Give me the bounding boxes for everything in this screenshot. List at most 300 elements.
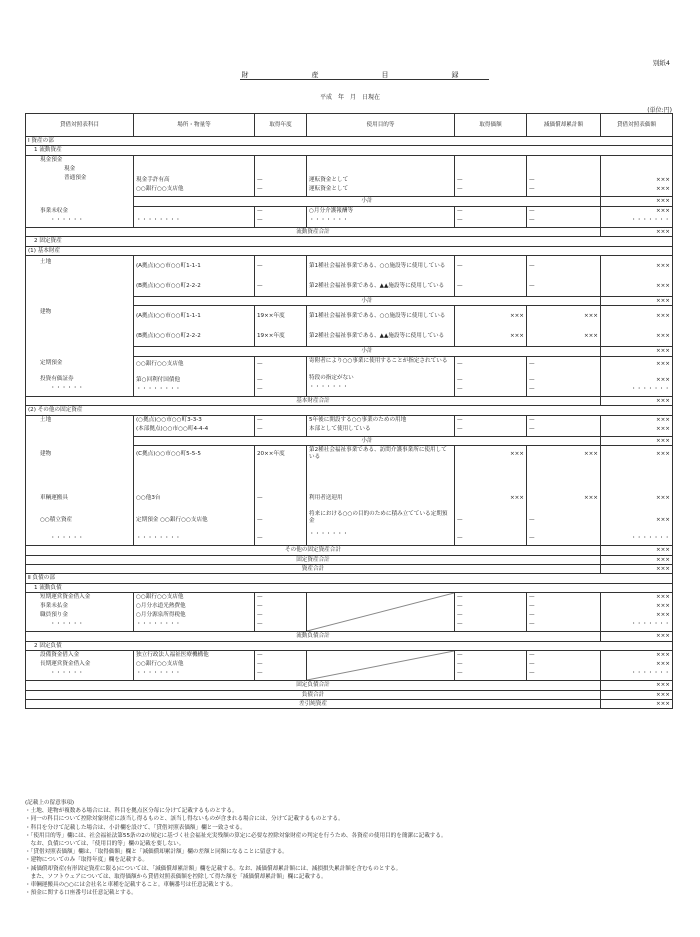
book-text: ××× <box>655 495 670 502</box>
subtotal-label: 小計 <box>134 436 601 445</box>
cost-cell <box>455 593 527 632</box>
year-text: — <box>257 216 263 223</box>
account-label: 職員預り金 <box>40 612 68 619</box>
total-row <box>26 227 673 236</box>
place-text: 現金手許有高 <box>136 177 170 184</box>
total-label: 固定負債合計 <box>26 681 601 690</box>
purpose-cell <box>307 415 455 436</box>
purpose-text: 寄附者により○○事業に使用することが指定されている <box>309 357 448 364</box>
year-text: — <box>257 621 263 628</box>
purpose-text: ・・・・・・・ <box>309 383 349 390</box>
place-cell <box>134 155 255 197</box>
year-text: — <box>257 603 263 610</box>
note-item: ・預金に関する口座番号は任意記載とする。 <box>25 890 137 897</box>
total-row <box>26 564 673 573</box>
account-label: 建物 <box>40 450 52 457</box>
dep-text: — <box>529 376 535 383</box>
book-text: ××× <box>601 276 673 297</box>
place-cell <box>134 446 255 546</box>
net-assets-value: ××× <box>601 699 673 708</box>
purpose-text: 運転資金として <box>309 186 349 193</box>
book-value-cell <box>601 415 673 436</box>
place-text: 独立行政法人福祉医療機構他 <box>136 652 209 659</box>
col-header-account: 貸借対照表科目 <box>26 114 134 137</box>
cost-text: — <box>457 535 463 542</box>
col-header-book-value: 貸借対照表価額 <box>601 114 673 137</box>
book-value-cell <box>601 155 673 197</box>
place-text: (A拠点)○○市○○町1-1-1 <box>134 306 255 327</box>
diagonal-strike-line <box>307 651 454 680</box>
note-item: ・科目を分けて記載した場合は、小計欄を設けて、「貸借対照表価額」欄と一致させる。 <box>25 824 246 831</box>
table-header-row <box>26 114 673 137</box>
col-header-cost: 取得価額 <box>455 114 527 137</box>
place-cell <box>134 651 255 681</box>
purpose-text: 第2種社会福祉事業である、▲▲施設等に使用している <box>307 276 455 297</box>
year-text: — <box>257 376 263 383</box>
account-label: ・・・・・・ <box>50 621 84 628</box>
year-text: — <box>257 652 263 659</box>
place-text: ○月分源泉所得税他 <box>136 612 186 619</box>
diagonal-strike-line <box>307 593 454 631</box>
account-label: 投資有価証券 <box>40 376 74 383</box>
section-assets: Ⅰ 資産の部 <box>26 137 673 146</box>
dep-text: — <box>529 661 535 668</box>
depreciation-cell <box>527 593 601 632</box>
year-text: — <box>257 360 263 367</box>
account-cell <box>26 446 134 546</box>
purpose-text: 利用者送迎用 <box>309 495 343 502</box>
table-row <box>26 415 673 436</box>
unit-label: (単位:円) <box>647 107 672 114</box>
account-label: ・・・・・・ <box>50 216 84 223</box>
total-row <box>26 555 673 564</box>
place-text: ○○銀行○○支店他 <box>136 594 184 601</box>
book-text: ××× <box>601 306 673 327</box>
account-label: 事業未収金 <box>40 207 68 214</box>
year-cell <box>255 206 307 227</box>
table-row <box>26 256 673 277</box>
subtotal-value: ××× <box>601 197 673 206</box>
heading-fixed-liabilities: 2 固定負債 <box>26 641 673 650</box>
dep-text: ××× <box>583 495 598 502</box>
purpose-text: 第2種社会福祉事業である、▲▲施設等に使用している <box>307 326 455 347</box>
purpose-cell <box>307 356 455 396</box>
book-text: ××× <box>655 451 670 458</box>
purpose-text: 5年後に開設する○○事業のための用地 <box>309 416 407 423</box>
book-text: ××× <box>655 425 670 432</box>
account-label: 短期運営資金借入金 <box>40 594 91 601</box>
table-row <box>26 206 673 227</box>
year-cell <box>255 415 307 436</box>
purpose-cell-not-applicable <box>307 651 455 681</box>
account-cell-empty <box>26 197 134 206</box>
subtotal-value: ××× <box>601 436 673 445</box>
year-cell <box>255 155 307 197</box>
year-cell <box>255 593 307 632</box>
account-label: ・・・・・・ <box>50 385 84 392</box>
total-value: ××× <box>601 555 673 564</box>
subtotal-row <box>26 197 673 206</box>
subtotal-label: 小計 <box>134 297 601 306</box>
year-text: — <box>257 612 263 619</box>
total-value: ××× <box>601 546 673 555</box>
heading-current-liabilities: 1 流動負債 <box>26 583 673 592</box>
total-value: ××× <box>601 564 673 573</box>
cost-text: — <box>457 603 463 610</box>
cost-cell <box>455 415 527 436</box>
book-text: ××× <box>655 652 670 659</box>
book-text: ××× <box>655 207 670 214</box>
note-item: ・「使用目的等」欄には、社会福祉法第55条の2の規定に基づく社会福祉充実残額の算定に必要な控除対象財産の判定を行うため、各資産の使用目的を簡潔に記載する。 <box>25 832 447 839</box>
place-cell <box>134 206 255 227</box>
place-text: (C拠点)○○市○○町5-5-5 <box>136 451 201 458</box>
col-header-depreciation: 減価償却累計額 <box>527 114 601 137</box>
cost-cell <box>455 155 527 197</box>
purpose-text: ・・・・・・・ <box>309 531 349 538</box>
account-cell-empty <box>26 297 134 306</box>
subtotal-label: 小計 <box>134 347 601 356</box>
place-text: (B拠点)○○市○○町2-2-2 <box>134 276 255 297</box>
place-text: ○○銀行○○支店他 <box>136 186 184 193</box>
total-value: ××× <box>601 396 673 405</box>
dep-text: — <box>529 594 535 601</box>
dep-text: — <box>529 216 535 223</box>
cost-cell <box>455 206 527 227</box>
place-text: (○拠点)○○市○○町3-3-3 <box>136 416 202 423</box>
dep-text: — <box>529 652 535 659</box>
year-text: — <box>257 535 263 542</box>
place-text: (A拠点)○○市○○町1-1-1 <box>134 256 255 277</box>
purpose-cell <box>307 446 455 546</box>
account-label: 普通預金 <box>64 174 87 181</box>
year-text: 19××年度 <box>255 306 307 327</box>
account-label: 現金 <box>64 165 76 172</box>
purpose-text: 将来における○○の目的のために積み立てている定期預金 <box>309 511 448 524</box>
dep-text: ××× <box>527 326 601 347</box>
place-text: 第○回利付国債他 <box>136 376 181 383</box>
section-row <box>26 583 673 592</box>
account-label: 定期預金 <box>40 360 63 367</box>
total-label: 基本財産合計 <box>26 396 601 405</box>
total-label: 流動資産合計 <box>26 227 601 236</box>
year-text: — <box>257 517 263 524</box>
section-row <box>26 406 673 415</box>
dep-text: — <box>527 256 601 277</box>
heading-fixed-assets: 2 固定資産 <box>26 237 673 246</box>
depreciation-cell <box>527 206 601 227</box>
note-item: ・「貸借対照表価額」欄は、「取得価額」欄と「減価償却累計額」欄の差額と同額になることに留意する。 <box>25 849 288 856</box>
dep-text: — <box>529 385 535 392</box>
cost-text: — <box>455 276 527 297</box>
purpose-text: 運転資金として <box>309 177 349 184</box>
cost-cell <box>455 446 527 546</box>
total-label: 負債合計 <box>26 690 601 699</box>
depreciation-cell <box>527 446 601 546</box>
purpose-text: 特段の指定がない <box>309 374 354 381</box>
cost-text: ××× <box>509 451 524 458</box>
account-label: ・・・・・・ <box>50 534 84 541</box>
account-label: 建物 <box>26 306 134 347</box>
note-item: ・同一の科目について控除対象財産に該当し得るものと、該当し得ないものが含まれる場合には、分けて記載するものとする。 <box>25 816 344 823</box>
year-text: — <box>257 425 263 432</box>
dep-text: — <box>529 517 535 524</box>
dep-text: — <box>529 621 535 628</box>
cost-text: — <box>457 612 463 619</box>
note-item: ・建物についてのみ「取得年度」欄を記載する。 <box>25 857 148 864</box>
purpose-text: 第2種社会福祉事業である、訪問介護事業所に使用している <box>309 447 447 460</box>
section-row <box>26 146 673 155</box>
cost-cell <box>455 651 527 681</box>
table-row <box>26 446 673 546</box>
notes-heading: (記載上の留意事項) <box>25 800 75 806</box>
book-value-cell <box>601 446 673 546</box>
subtotal-row <box>26 347 673 356</box>
book-text: ・・・・・・・ <box>630 670 670 677</box>
cost-text: — <box>457 594 463 601</box>
book-text: ××× <box>655 376 670 383</box>
year-text: — <box>255 276 307 297</box>
place-text: ・・・・・・・・ <box>136 535 181 542</box>
account-cell-empty <box>26 436 134 445</box>
cost-text: ××× <box>509 495 524 502</box>
account-cell-empty <box>26 347 134 356</box>
total-label: 資産合計 <box>26 564 601 573</box>
dep-text: — <box>529 425 535 432</box>
year-text: — <box>257 594 263 601</box>
cost-cell <box>455 356 527 396</box>
place-text: ○月分水道光熱費他 <box>136 603 186 610</box>
place-text: ・・・・・・・・ <box>136 385 181 392</box>
as-of-date: 平成 年 月 日現在 <box>319 94 380 101</box>
net-assets-label: 差引純資産 <box>26 699 601 708</box>
total-value: ××× <box>601 227 673 236</box>
heading-other-fixed-assets: (2) その他の固定資産 <box>26 406 673 415</box>
place-text: (本部拠点)○○市○○町4-4-4 <box>136 425 209 432</box>
year-text: — <box>257 495 263 502</box>
account-label: ○○積立資産 <box>40 516 73 523</box>
book-text: ××× <box>655 661 670 668</box>
place-text: ○○銀行○○支店他 <box>136 661 184 668</box>
book-text: ・・・・・・・ <box>630 385 670 392</box>
year-cell <box>255 651 307 681</box>
total-label: 流動負債合計 <box>26 632 601 641</box>
section-row <box>26 137 673 146</box>
total-value: ××× <box>601 690 673 699</box>
document-title <box>0 70 700 80</box>
dep-text: ××× <box>583 451 598 458</box>
account-label: 土地 <box>26 256 134 297</box>
year-text: — <box>257 670 263 677</box>
account-cell <box>26 206 134 227</box>
dep-text: ××× <box>527 306 601 327</box>
year-text: — <box>257 207 263 214</box>
year-text: — <box>257 385 263 392</box>
total-row <box>26 681 673 690</box>
place-text: ○○銀行○○支店他 <box>136 360 184 367</box>
year-text: 20××年度 <box>257 451 285 458</box>
cost-text: — <box>457 207 463 214</box>
year-text: — <box>257 661 263 668</box>
total-row <box>26 546 673 555</box>
cost-text: — <box>457 385 463 392</box>
dep-text: — <box>529 360 535 367</box>
cost-text: — <box>457 661 463 668</box>
table-row <box>26 155 673 197</box>
place-cell <box>134 593 255 632</box>
place-text: ・・・・・・・・ <box>136 670 181 677</box>
year-text: — <box>257 177 263 184</box>
col-header-purpose: 使用目的等 <box>307 114 455 137</box>
purpose-text: ・・・・・・・ <box>309 216 349 223</box>
purpose-cell-not-applicable <box>307 593 455 632</box>
cash-group-label: 現金預金 <box>40 156 63 163</box>
dep-text: — <box>529 186 535 193</box>
book-text: ××× <box>655 594 670 601</box>
book-value-cell <box>601 206 673 227</box>
account-cell <box>26 155 134 197</box>
heading-current-assets: 1 流動資産 <box>26 146 673 155</box>
dep-text: — <box>529 416 535 423</box>
account-label: 土地 <box>26 415 134 436</box>
place-text <box>136 208 252 217</box>
dep-text: — <box>529 612 535 619</box>
col-header-year: 取得年度 <box>255 114 307 137</box>
dep-text: — <box>529 535 535 542</box>
property-inventory-table <box>25 113 673 709</box>
place-text: ○○他3台 <box>136 495 161 502</box>
purpose-text: 第1種社会福祉事業である、○○施設等に使用している <box>307 306 455 327</box>
book-value-cell <box>601 356 673 396</box>
year-cell <box>255 356 307 396</box>
table-row <box>26 306 673 327</box>
year-text: — <box>257 186 263 193</box>
cost-text: — <box>457 376 463 383</box>
table-row <box>26 651 673 681</box>
title-text: 財 産 目 録 <box>241 71 487 79</box>
cost-text: — <box>457 621 463 628</box>
book-text: ××× <box>601 256 673 277</box>
book-text: ・・・・・・・ <box>630 535 670 542</box>
account-label: ・・・・・・ <box>50 670 84 677</box>
book-text: ××× <box>601 326 673 347</box>
table-row <box>26 593 673 632</box>
purpose-cell <box>307 155 455 197</box>
cost-text: — <box>457 416 463 423</box>
year-text: — <box>255 256 307 277</box>
book-text: ××× <box>655 517 670 524</box>
total-row <box>26 690 673 699</box>
cost-text: — <box>457 177 463 184</box>
purpose-text: 本部として使用している <box>309 425 371 432</box>
dep-text: — <box>527 276 601 297</box>
cost-text: — <box>455 256 527 277</box>
total-row <box>26 632 673 641</box>
dep-text: — <box>529 670 535 677</box>
book-text: ××× <box>655 360 670 367</box>
year-text: — <box>257 416 263 423</box>
notes-section <box>25 799 675 897</box>
account-label: 事業未払金 <box>40 603 68 610</box>
place-cell <box>134 356 255 396</box>
place-text: ・・・・・・・・ <box>136 621 181 628</box>
book-text: ××× <box>655 177 670 184</box>
account-label: 車輌運搬具 <box>40 494 68 501</box>
place-text: ・・・・・・・・ <box>136 216 181 223</box>
place-cell <box>134 415 255 436</box>
purpose-cell <box>307 206 455 227</box>
year-cell <box>255 446 307 546</box>
cost-text: — <box>457 517 463 524</box>
section-row <box>26 641 673 650</box>
book-text: ××× <box>655 416 670 423</box>
heading-basic-property: (1) 基本財産 <box>26 246 673 255</box>
total-value: ××× <box>601 632 673 641</box>
cost-text: — <box>457 652 463 659</box>
book-text: ××× <box>655 186 670 193</box>
subtotal-value: ××× <box>601 347 673 356</box>
depreciation-cell <box>527 651 601 681</box>
book-text: ××× <box>655 612 670 619</box>
cost-text: — <box>457 360 463 367</box>
depreciation-cell <box>527 155 601 197</box>
section-row <box>26 237 673 246</box>
subtotal-row <box>26 436 673 445</box>
cost-text: ××× <box>455 306 527 327</box>
cost-text: — <box>457 216 463 223</box>
depreciation-cell <box>527 356 601 396</box>
total-value: ××× <box>601 681 673 690</box>
account-label: 設備資金借入金 <box>40 652 80 659</box>
total-label: 固定資産合計 <box>26 555 601 564</box>
subtotal-value: ××× <box>601 297 673 306</box>
account-label: 長期運営資金借入金 <box>40 661 91 668</box>
note-item: なお、負債については、「使用目的等」欄の記載を要しない。 <box>25 841 185 848</box>
year-text: 19××年度 <box>255 326 307 347</box>
book-value-cell <box>601 593 673 632</box>
total-row <box>26 699 673 708</box>
note-item: ・車輌運搬具の○○には会社名と車種を記載すること。車輌番号は任意記載とする。 <box>25 882 237 889</box>
note-item: ・減価償却資産(有形固定資産に限る)については、「減価償却累計額」欄を記載する。なお、減価償却累計額には、減損損失累計額を含むものとする。 <box>25 865 402 872</box>
total-label: その他の固定資産合計 <box>26 546 601 555</box>
place-text: 定期預金 ○○銀行○○支店他 <box>136 517 208 524</box>
account-cell <box>26 593 134 632</box>
purpose-text: 第1種社会福祉事業である、○○施設等に使用している <box>307 256 455 277</box>
cost-text: — <box>457 425 463 432</box>
account-cell <box>26 651 134 681</box>
dep-text: — <box>529 603 535 610</box>
dep-text: — <box>529 177 535 184</box>
col-header-place: 場所・物量等 <box>134 114 255 137</box>
section-row <box>26 246 673 255</box>
book-text: ××× <box>655 603 670 610</box>
depreciation-cell <box>527 415 601 436</box>
account-cell <box>26 356 134 396</box>
subtotal-row <box>26 297 673 306</box>
book-text: ・・・・・・・ <box>630 216 670 223</box>
page-label: 別紙4 <box>652 59 670 67</box>
section-row <box>26 574 673 583</box>
note-item: ・土地、建物が複数ある場合には、科目を拠点区分毎に分けて記載するものとする。 <box>25 808 238 815</box>
cost-text: — <box>457 670 463 677</box>
place-text: (B拠点)○○市○○町2-2-2 <box>134 326 255 347</box>
total-row <box>26 396 673 405</box>
note-item: また、ソフトウェアについては、取得価額から貸借対照表価額を控除して得た額を「減価償却累計額」欄に記載する。 <box>25 873 327 880</box>
table-row <box>26 356 673 396</box>
cost-text: — <box>457 186 463 193</box>
subtotal-label: 小計 <box>134 197 601 206</box>
book-text: ・・・・・・・ <box>630 621 670 628</box>
purpose-text: ○月分介護報酬等 <box>309 207 354 214</box>
